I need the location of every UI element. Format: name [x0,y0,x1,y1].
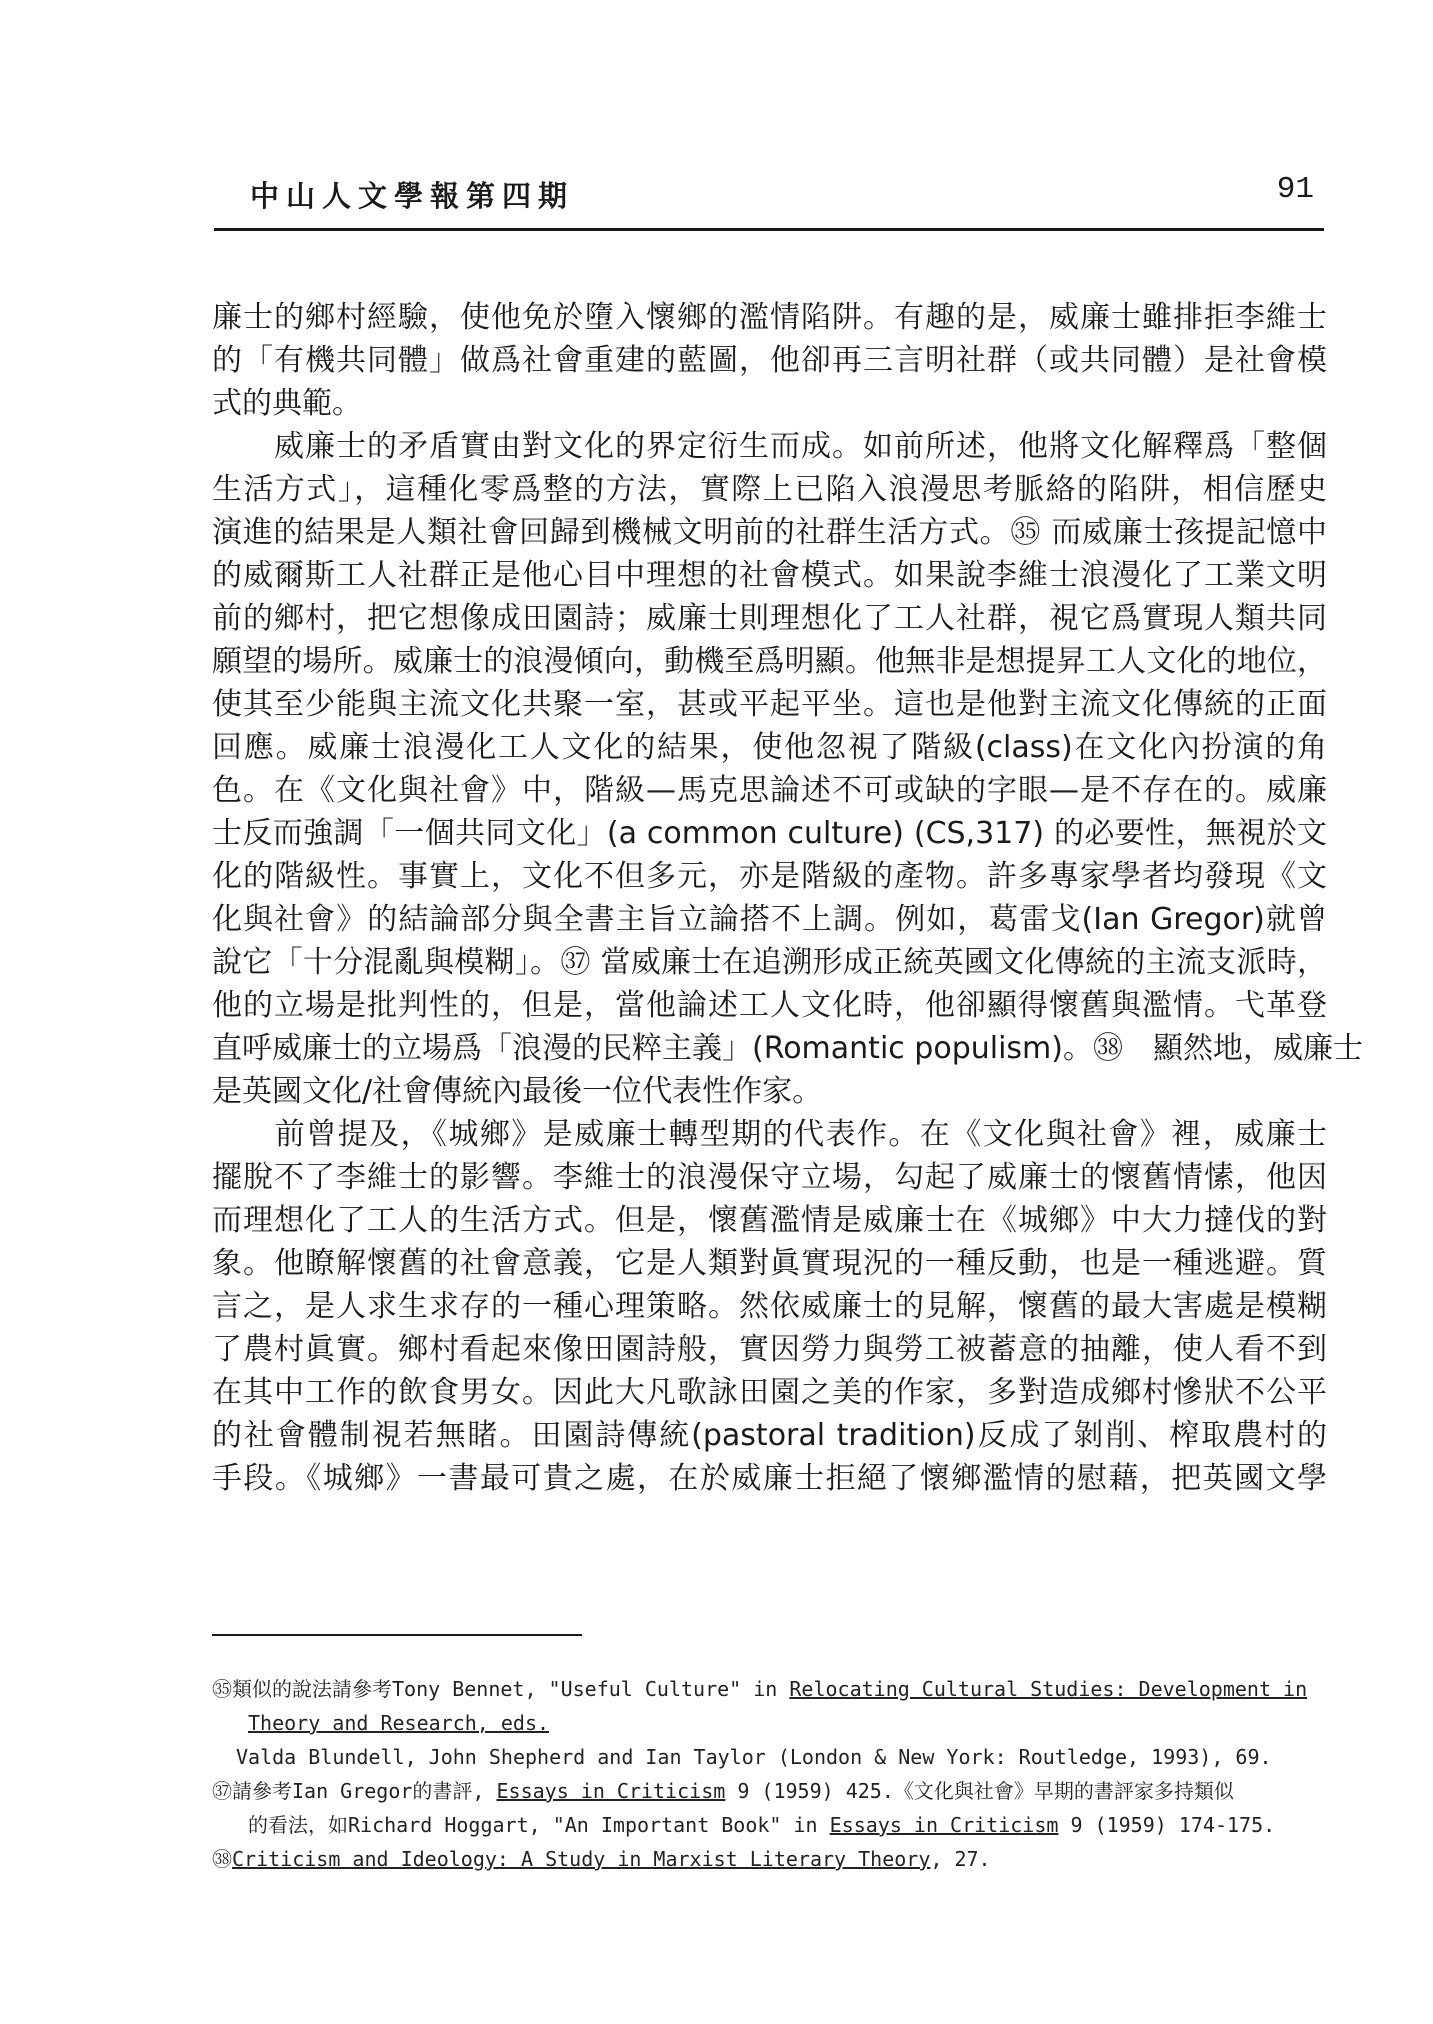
text-line: 的威爾斯工人社群正是他心目中理想的社會模式。如果說李維士浪漫化了工業文明 [212,558,1327,593]
footnote-marker: ㊳ [212,1847,232,1871]
text-line: 說它「十分混亂與模糊」。㊲ 當威廉士在追溯形成正統英國文化傳統的主流支派時， [212,945,1327,980]
text-line: 威廉士的矛盾實由對文化的界定衍生而成。如前所述，他將文化解釋爲「整個 [212,429,1327,464]
text-line: 使其至少能與主流文化共聚一室，甚或平起平坐。這也是他對主流文化傳統的正面 [212,687,1327,722]
journal-title-ref: Essays in Criticism [829,1813,1059,1837]
text-line: 是英國文化/社會傳統內最後一位代表性作家。 [212,1074,823,1109]
text-line: 願望的場所。威廉士的浪漫傾向，動機至爲明顯。他無非是想提昇工人文化的地位， [212,644,1327,679]
text-line: 前曾提及，《城鄉》是威廉士轉型期的代表作。在《文化與社會》裡，威廉士 [212,1117,1327,1152]
journal-title: 中山人文學報第四期 [250,179,575,213]
text-line: 了農村眞實。鄉村看起來像田園詩般，實因勞力與勞工被蓄意的抽離，使人看不到 [212,1332,1327,1367]
text-line: 他的立場是批判性的，但是，當他論述工人文化時，他卻顯得懷舊與濫情。弋革登 [212,988,1327,1023]
text-line: 回應。威廉士浪漫化工人文化的結果，使他忽視了階級(class)在文化內扮演的角 [212,730,1327,765]
text-line: 化的階級性。事實上，文化不但多元，亦是階級的產物。許多專家學者均發現《文 [212,859,1327,894]
text-line: 的社會體制視若無睹。田園詩傳統(pastoral tradition)反成了剝削、榨取農村的 [212,1418,1327,1453]
text-line: 手段。《城鄉》一書最可貴之處，在於威廉士拒絕了懷鄉濫情的慰藉，把英國文學 [212,1461,1327,1496]
footnote-37 [212,1774,1330,1842]
text-line: 生活方式」，這種化零爲整的方法，實際上已陷入浪漫思考脈絡的陷阱，相信歷史 [212,472,1327,507]
text-line: 言之，是人求生求存的一種心理策略。然依威廉士的見解，懷舊的最大害處是模糊 [212,1289,1327,1324]
text-line: 在其中工作的飲食男女。因此大凡歌詠田園之美的作家，多對造成鄉村慘狀不公平 [212,1375,1327,1410]
journal-title-ref: Essays in Criticism [496,1779,726,1803]
text-line: 擺脫不了李維士的影響。李維士的浪漫保守立場，勾起了威廉士的懷舊情愫，他因 [212,1160,1327,1195]
footnote-marker: ㉟ [212,1677,232,1701]
page-number: 91 [1276,172,1314,207]
book-title: Theory and Research, eds. [248,1711,550,1735]
paragraph-1 [212,296,1327,425]
body-text [212,296,1363,1500]
text-line: 前的鄉村，把它想像成田園詩；威廉士則理想化了工人社群，視它爲實現人類共同 [212,601,1327,636]
footnote-35 [212,1672,1330,1774]
footnote-text: , 27. [930,1847,991,1871]
footnote-text: 請參考Ian Gregor的書評, [232,1779,497,1803]
book-title: Relocating Cultural Studies: Development in [789,1677,1308,1701]
header-rule [214,228,1324,231]
text-line: 廉士的鄉村經驗，使他免於墮入懷鄉的濫情陷阱。有趣的是，威廉士雖排拒李維士 [212,300,1327,335]
footnote-text: 9 (1959) 425.《文化與社會》早期的書評家多持類似 [725,1779,1234,1803]
text-line: 式的典範。 [212,386,362,421]
text-line: 的「有機共同體」做爲社會重建的藍圖，他卻再三言明社群（或共同體）是社會模 [212,343,1327,378]
paragraph-2 [212,425,1363,1113]
paragraph-3 [212,1113,1327,1500]
footnotes [212,1672,1330,1876]
running-header [214,172,1314,222]
text-line: 士反而強調「一個共同文化」(a common culture) (CS,317) 的必要性，無視於文 [212,816,1327,851]
footnote-text: 9 (1959) 174-175. [1058,1813,1276,1837]
text-line: 演進的結果是人類社會回歸到機械文明前的社群生活方式。㉟ 而威廉士孩提記憶中 [212,515,1327,550]
text-line: 色。在《文化與社會》中，階級—馬克思論述不可或缺的字眼—是不存在的。威廉 [212,773,1327,808]
text-line: 化與社會》的結論部分與全書主旨立論搭不上調。例如，葛雷戈(Ian Gregor)就曾 [212,902,1327,937]
footnote-38 [212,1842,1330,1876]
text-line: 直呼威廉士的立場爲「浪漫的民粹主義」(Romantic populism)。㊳ 顯然地，威廉士 [212,1031,1363,1066]
footnote-text: Valda Blundell, John Shepherd and Ian Taylor (London & New York: Routledge, 1993), 69. [236,1745,1272,1769]
footnote-text: 的看法，如Richard Hoggart, "An Important Book" in [248,1813,830,1837]
footnote-text: 類似的說法請參考Tony Bennet, "Useful Culture" in [232,1677,790,1701]
text-line: 象。他瞭解懷舊的社會意義，它是人類對眞實現況的一種反動，也是一種逃避。質 [212,1246,1327,1281]
book-title: Criticism and Ideology: A Study in Marxist Literary Theory [232,1847,931,1871]
text-line: 而理想化了工人的生活方式。但是，懷舊濫情是威廉士在《城鄉》中大力撻伐的對 [212,1203,1327,1238]
footnote-rule [212,1634,582,1636]
footnote-marker: ㊲ [212,1779,232,1803]
